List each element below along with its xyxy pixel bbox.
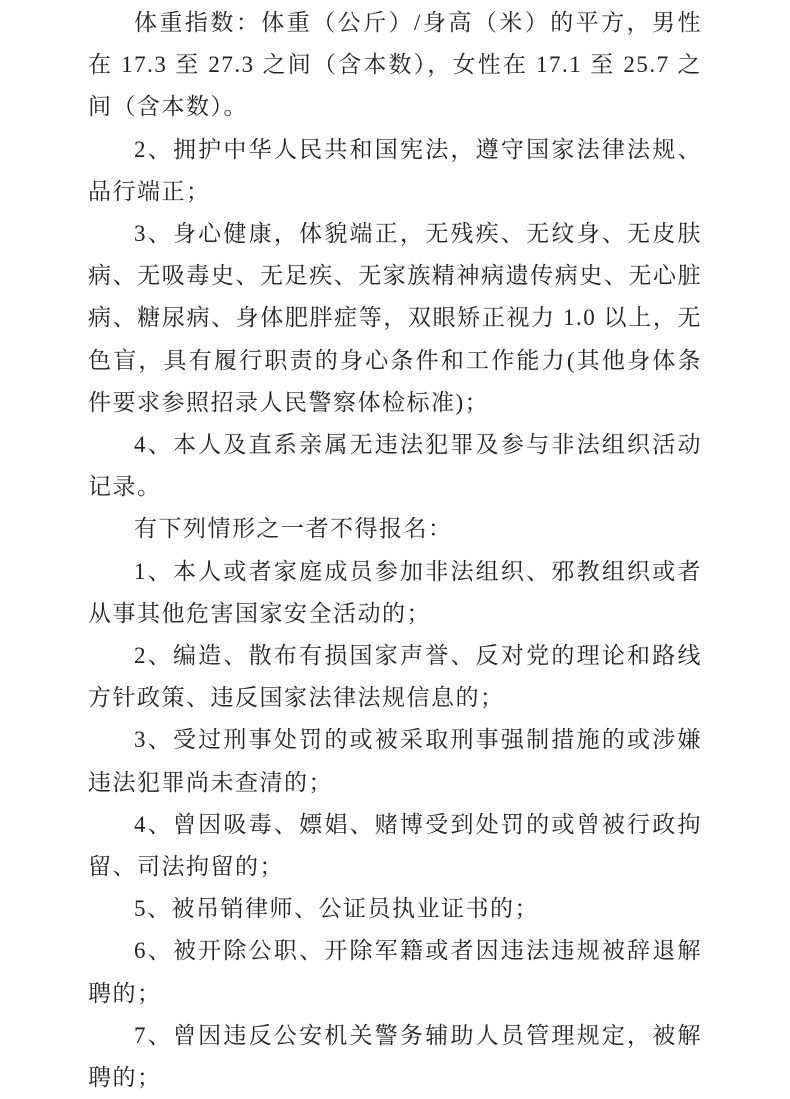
para-disqualify-5: 5、被吊销律师、公证员执业证书的； (134, 896, 539, 922)
para-requirement-3: 3、身心健康，体貌端正，无残疾、无纹身、无皮肤病、无吸毒史、无足疾、无家族精神病遗传病史、无心脏病、糖尿病、身体肥胖症等，双眼矫正视力 1.0 以上，无色盲，具有履行职责的身心条件和工作能力(其他身体条件要求参照招录人民警察体检标准)； (88, 221, 702, 415)
para-disqualify-6: 6、被开除公职、开除军籍或者因违法违规被辞退解聘的； (88, 938, 702, 1006)
para-bmi-index: 体重指数：体重（公斤）/身高（米）的平方，男性在 17.3 至 27.3 之间（含本数），女性在 17.1 至 25.7 之间（含本数）。 (88, 10, 702, 120)
para-disqualify-4: 4、曾因吸毒、嫖娼、赌博受到处罚的或曾被行政拘留、司法拘留的； (88, 811, 702, 880)
para-disqualify-1: 1、本人或者家庭成员参加非法组织、邪教组织或者从事其他危害国家安全活动的； (88, 558, 702, 626)
para-disqualify-3: 3、受过刑事处罚的或被采取刑事强制措施的或涉嫌违法犯罪尚未查清的； (88, 727, 702, 795)
para-disqualify-2: 2、编造、散布有损国家声誉、反对党的理论和路线方针政策、违反国家法律法规信息的； (88, 643, 702, 711)
para-requirement-2: 2、拥护中华人民共和国宪法，遵守国家法律法规、品行端正； (88, 136, 702, 204)
para-requirement-4: 4、本人及直系亲属无违法犯罪及参与非法组织活动记录。 (88, 432, 702, 500)
para-disqualification-intro: 有下列情形之一者不得报名： (134, 516, 453, 542)
document-body (88, 2, 702, 1099)
para-disqualify-7: 7、曾因违反公安机关警务辅助人员管理规定，被解聘的； (88, 1022, 702, 1091)
